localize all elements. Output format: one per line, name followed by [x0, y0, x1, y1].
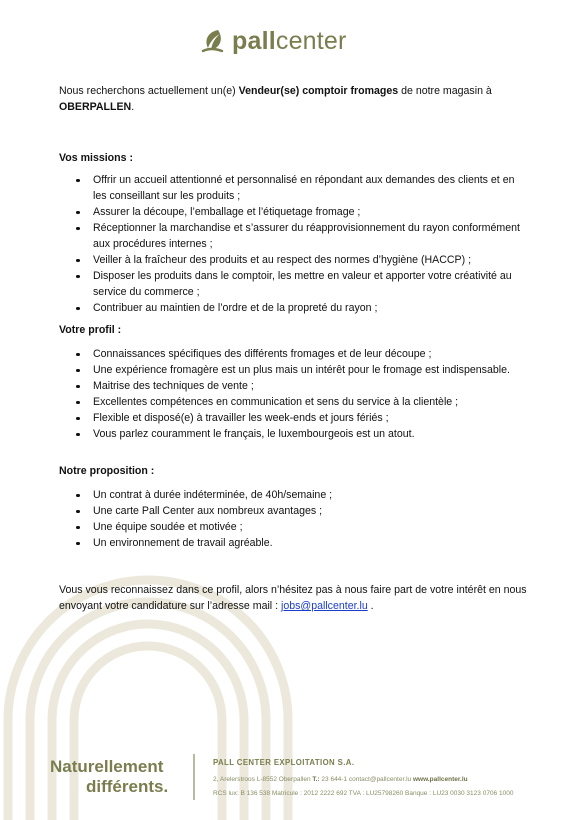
slogan-line-2: différents. [86, 777, 169, 796]
footer-divider [193, 754, 195, 800]
list-item: Veiller à la fraîcheur des produits et au respect des normes d’hygiène (HACCP) ; [59, 252, 529, 268]
job-title: Vendeur(se) comptoir fromages [238, 85, 399, 97]
list-item: Contribuer au maintien de l’ordre et de la propreté du rayon ; [59, 300, 529, 316]
closing-paragraph [59, 582, 529, 614]
tel-label: T.: [312, 776, 320, 783]
proposition-heading: Notre proposition : [59, 465, 155, 477]
list-item: Une carte Pall Center aux nombreux avantages ; [59, 503, 529, 519]
profil-heading: Votre profil : [59, 324, 122, 336]
list-item: Flexible et disposé(e) à travailler les week-ends et jours fériés ; [59, 410, 529, 426]
list-item: Assurer la découpe, l’emballage et l’étiquetage fromage ; [59, 204, 529, 220]
list-item: Une équipe soudée et motivée ; [59, 519, 529, 535]
pall-center-logo [200, 22, 347, 60]
list-item: Un contrat à durée indéterminée, de 40h/semaine ; [59, 487, 529, 503]
address: 2, Arelerstroos L-8552 Oberpallen [213, 776, 313, 783]
missions-heading: Vos missions : [59, 152, 133, 164]
website: www.pallcenter.lu [412, 776, 468, 783]
slogan-line-1: Naturellement [50, 757, 164, 776]
list-item: Maitrise des techniques de vente ; [59, 378, 529, 394]
list-item: Connaissances spécifiques des différents fromages et de leur découpe ; [59, 346, 529, 362]
logo-text-bold: pall [232, 27, 276, 55]
intro-before: Nous recherchons actuellement un(e) [59, 85, 239, 97]
missions-list [59, 172, 529, 316]
profil-list [59, 346, 529, 442]
list-item: Réceptionner la marchandise et s’assurer du réapprovisionnement du rayon conformément aux procédures internes ; [59, 220, 529, 252]
pall-leaf-icon [200, 28, 228, 54]
closing-text: Vous vous reconnaissez dans ce profil, alors n’hésitez pas à nous faire part de votre intérêt en nous envoyant votre candidature sur l’adresse mail : [59, 584, 527, 612]
list-item: Excellentes compétences en communication et sens du service à la clientèle ; [59, 394, 529, 410]
company-details [213, 773, 513, 801]
tel-number: 23 644-1 [319, 776, 349, 783]
intro-paragraph [59, 83, 529, 115]
logo-text-light: center [275, 27, 347, 55]
company-name: PALL CENTER EXPLOITATION S.A. [213, 758, 355, 767]
list-item: Une expérience fromagère est un plus mais un intérêt pour le fromage est indispensable. [59, 362, 529, 378]
email-link[interactable]: jobs@pallcenter.lu [281, 600, 368, 612]
job-location: OBERPALLEN [59, 101, 132, 113]
list-item: Un environnement de travail agréable. [59, 535, 529, 551]
legal-line: RCS lux: B 136 538 Matricule : 2012 2222 692 TVA : LU25798260 Banque : LU23 0030 3123 0706 1000 [213, 790, 514, 797]
closing-end: . [367, 600, 374, 612]
footer-slogan [50, 757, 168, 797]
list-item: Vous parlez couramment le français, le luxembourgeois est un atout. [59, 426, 529, 442]
list-item: Offrir un accueil attentionné et personnalisé en répondant aux demandes des clients et en les conseillant sur les produits ; [59, 172, 529, 204]
proposition-list [59, 487, 529, 551]
address-line [213, 773, 513, 787]
logo-wordmark [232, 26, 347, 56]
contact-email: contact@pallcenter.lu [348, 776, 413, 783]
intro-end: . [131, 101, 135, 113]
intro-middle: de notre magasin à [398, 85, 492, 97]
list-item: Disposer les produits dans le comptoir, les mettre en valeur et apporter votre créativité au service du commerce ; [59, 268, 529, 300]
